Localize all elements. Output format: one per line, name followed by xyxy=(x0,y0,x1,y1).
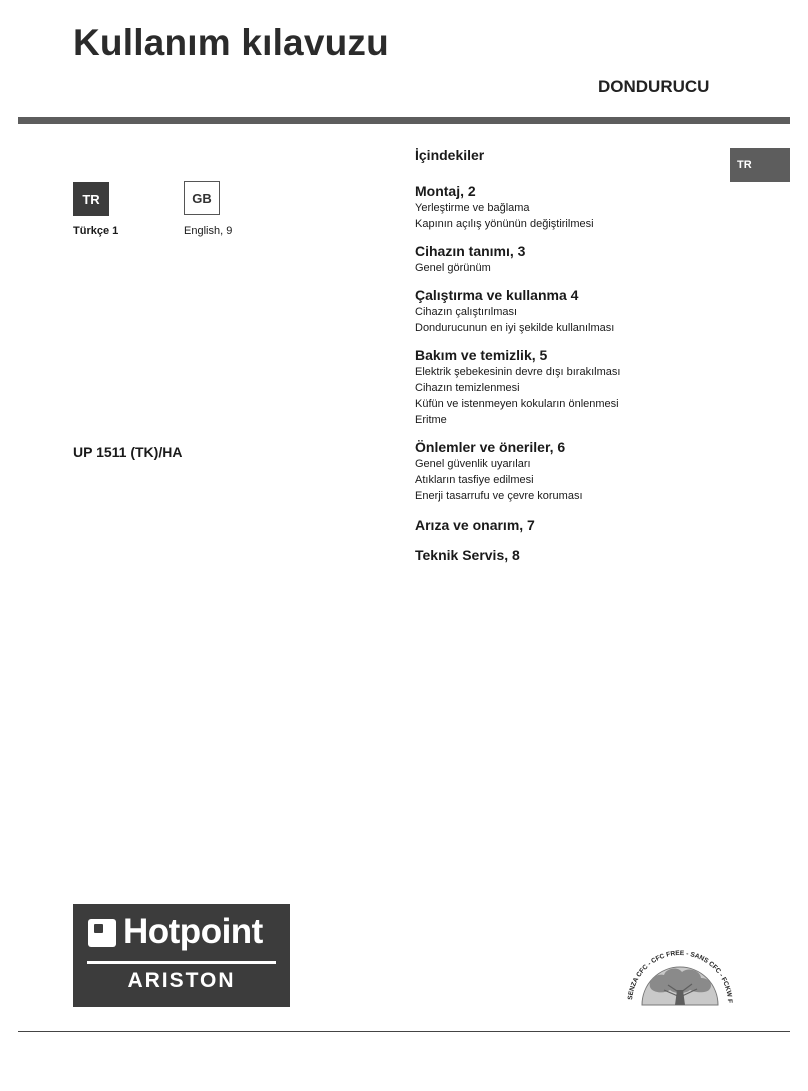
toc-subitem: Kapının açılış yönünün değiştirilmesi xyxy=(415,218,594,230)
seal-text: SENZA CFC - CFC FREE - SANS CFC - FCKW F xyxy=(627,949,734,1004)
logo-divider xyxy=(87,961,276,964)
product-type: DONDURUCU xyxy=(598,77,710,96)
toc-heading: İçindekiler xyxy=(415,147,485,163)
toc-section-title: Teknik Servis, 8 xyxy=(415,547,520,563)
toc-section-title: Arıza ve onarım, 7 xyxy=(415,517,535,533)
toc-subitem: Dondurucunun en iyi şekilde kullanılması xyxy=(415,322,615,334)
toc-subitem: Cihazın çalıştırılması xyxy=(415,306,518,318)
toc-section-title: Cihazın tanımı, 3 xyxy=(415,243,526,259)
toc-subitem: Eritme xyxy=(415,414,447,426)
language-label-tr: Türkçe 1 xyxy=(73,225,119,237)
toc-section xyxy=(415,346,735,428)
logo-brand-name: Hotpoint xyxy=(123,912,263,951)
toc-subitem: Atıkların tasfiye edilmesi xyxy=(415,474,534,486)
toc-section xyxy=(415,182,735,232)
toc-section-title: Montaj, 2 xyxy=(415,183,476,199)
bottom-divider xyxy=(18,1031,790,1032)
language-label-gb: English, 9 xyxy=(184,225,233,237)
language-badge-tr: TR xyxy=(73,182,109,216)
toc-section xyxy=(415,242,735,276)
table-of-contents xyxy=(415,182,735,564)
toc-subitem: Enerji tasarrufu ve çevre koruması xyxy=(415,490,583,502)
cfc-free-tree-icon xyxy=(624,943,736,1009)
hotpoint-mark-icon xyxy=(88,919,116,947)
document-title: Kullanım kılavuzu xyxy=(73,22,389,63)
toc-subitem: Elektrik şebekesinin devre dışı bırakılması xyxy=(415,366,621,378)
toc-subitem: Genel güvenlik uyarıları xyxy=(415,458,531,470)
toc-subitem: Yerleştirme ve bağlama xyxy=(415,202,530,214)
language-badge-gb: GB xyxy=(184,181,220,215)
hotpoint-ariston-logo xyxy=(73,904,290,1007)
language-side-tab: TR xyxy=(730,148,790,182)
toc-section xyxy=(415,516,735,534)
model-number: UP 1511 (TK)/HA xyxy=(73,444,183,460)
toc-section-title: Çalıştırma ve kullanma 4 xyxy=(415,287,579,303)
cfc-free-seal xyxy=(624,943,736,1009)
toc-section xyxy=(415,286,735,336)
toc-section-title: Önlemler ve öneriler, 6 xyxy=(415,439,566,455)
top-divider xyxy=(18,117,790,124)
toc-section xyxy=(415,546,735,564)
toc-section xyxy=(415,438,735,504)
toc-section-title: Bakım ve temizlik, 5 xyxy=(415,347,548,363)
logo-sub-brand: ARISTON xyxy=(127,969,236,992)
toc-subitem: Cihazın temizlenmesi xyxy=(415,382,520,394)
toc-subitem: Küfün ve istenmeyen kokuların önlenmesi xyxy=(415,398,619,410)
toc-subitem: Genel görünüm xyxy=(415,262,491,274)
